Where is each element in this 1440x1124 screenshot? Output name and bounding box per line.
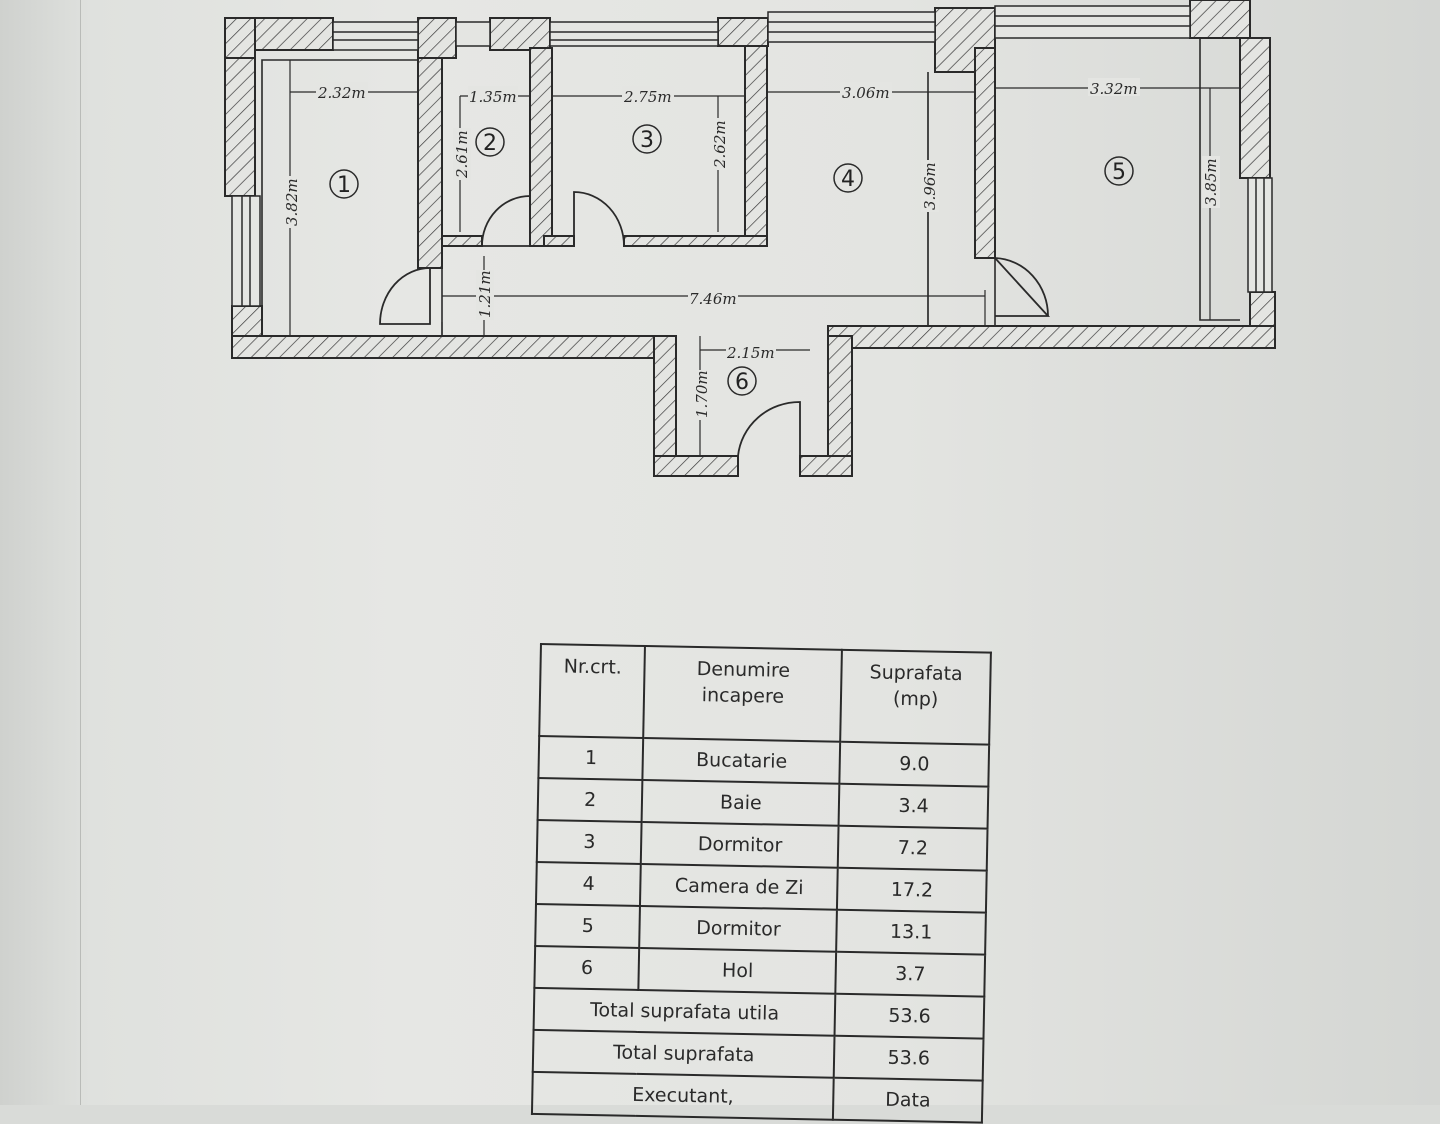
total-value: 53.6 bbox=[834, 1036, 983, 1081]
header-area: Suprafata (mp) bbox=[840, 650, 990, 745]
room-6-number: 6 bbox=[735, 370, 749, 395]
window-5 bbox=[995, 6, 1190, 38]
dim-room2-height: 2.61m bbox=[453, 130, 471, 178]
total-useful-value: 53.6 bbox=[835, 994, 984, 1039]
total-useful-label: Total suprafata utila bbox=[534, 988, 836, 1036]
row-area: 13.1 bbox=[836, 910, 985, 955]
row-area: 3.7 bbox=[836, 952, 985, 997]
executant-label: Executant, bbox=[532, 1072, 834, 1120]
window-left bbox=[232, 196, 260, 306]
dim-room3-width: 2.75m bbox=[624, 88, 672, 106]
dim-room6-height: 1.70m bbox=[693, 370, 711, 418]
wall-3-bottom bbox=[624, 236, 767, 246]
window-3 bbox=[550, 22, 718, 46]
room-3-number: 3 bbox=[640, 128, 654, 153]
dim-room4-height: 3.96m bbox=[921, 162, 939, 210]
dim-room5-height: 3.85m bbox=[1202, 158, 1220, 206]
row-nr: 1 bbox=[538, 736, 643, 780]
room-2-number: 2 bbox=[483, 131, 497, 156]
row-nr: 4 bbox=[536, 862, 641, 906]
wall-left-upper bbox=[225, 58, 255, 196]
row-area: 17.2 bbox=[837, 868, 986, 913]
wall-2-3 bbox=[530, 48, 552, 246]
row-area: 9.0 bbox=[840, 742, 989, 787]
wall-1-2 bbox=[418, 58, 442, 268]
row-area: 7.2 bbox=[838, 826, 987, 871]
wall-top-left-corner bbox=[225, 18, 255, 58]
date-label: Data bbox=[833, 1078, 982, 1123]
header-nr: Nr.crt. bbox=[539, 644, 645, 738]
dim-room1-height: 3.82m bbox=[283, 178, 301, 226]
wall-2-bottom bbox=[442, 236, 482, 246]
dim-room5-width: 3.32m bbox=[1090, 80, 1138, 98]
row-name: Hol bbox=[639, 948, 837, 994]
row-name: Dormitor bbox=[641, 822, 839, 868]
wall-top-4 bbox=[718, 18, 768, 46]
row-name: Baie bbox=[642, 780, 840, 826]
dim-room6-width: 2.15m bbox=[727, 344, 775, 362]
area-table bbox=[531, 643, 992, 1124]
wall-3-door-left bbox=[544, 236, 574, 246]
walls bbox=[225, 0, 1275, 476]
window-1 bbox=[333, 22, 418, 50]
door-1 bbox=[380, 268, 430, 324]
dim-room3-height: 2.62m bbox=[711, 120, 729, 168]
wall-4-5 bbox=[975, 48, 995, 258]
door-entry bbox=[738, 402, 800, 476]
door-2 bbox=[482, 196, 530, 246]
row-area: 3.4 bbox=[839, 784, 988, 829]
room-5-number: 5 bbox=[1112, 160, 1126, 185]
row-nr: 3 bbox=[537, 820, 642, 864]
footer-row bbox=[532, 1072, 983, 1123]
wall-bottom-right bbox=[828, 326, 1275, 348]
window-right bbox=[1248, 178, 1272, 292]
dim-room1-width: 2.32m bbox=[318, 84, 366, 102]
wall-bottom-left bbox=[232, 336, 670, 358]
total-label: Total suprafata bbox=[533, 1030, 835, 1078]
dim-room4-width: 3.06m bbox=[842, 84, 890, 102]
window-4 bbox=[768, 12, 935, 42]
door-3 bbox=[574, 192, 624, 246]
room-1-number: 1 bbox=[337, 173, 351, 198]
row-name: Camera de Zi bbox=[640, 864, 838, 910]
table-header-row bbox=[539, 644, 991, 745]
wall-top-2 bbox=[418, 18, 456, 58]
row-nr: 2 bbox=[538, 778, 643, 822]
row-name: Dormitor bbox=[640, 906, 838, 952]
wall-right-upper bbox=[1240, 38, 1270, 178]
room-4-number: 4 bbox=[841, 167, 855, 192]
wall-3-4 bbox=[745, 46, 767, 246]
row-nr: 5 bbox=[535, 904, 640, 948]
dim-hall-width: 1.21m bbox=[476, 270, 494, 318]
dim-room2-width: 1.35m bbox=[469, 88, 517, 106]
wall-hall-bottom-right bbox=[800, 456, 852, 476]
wall-top-3 bbox=[490, 18, 550, 50]
row-name: Bucatarie bbox=[643, 738, 841, 784]
window-2 bbox=[456, 22, 490, 46]
header-name: Denumire incapere bbox=[644, 646, 843, 742]
dim-hall-length: 7.46m bbox=[689, 290, 737, 308]
wall-hall-bottom-left bbox=[654, 456, 738, 476]
wall-top-right bbox=[1190, 0, 1250, 38]
wall-top-1 bbox=[255, 18, 333, 50]
row-nr: 6 bbox=[534, 946, 639, 990]
